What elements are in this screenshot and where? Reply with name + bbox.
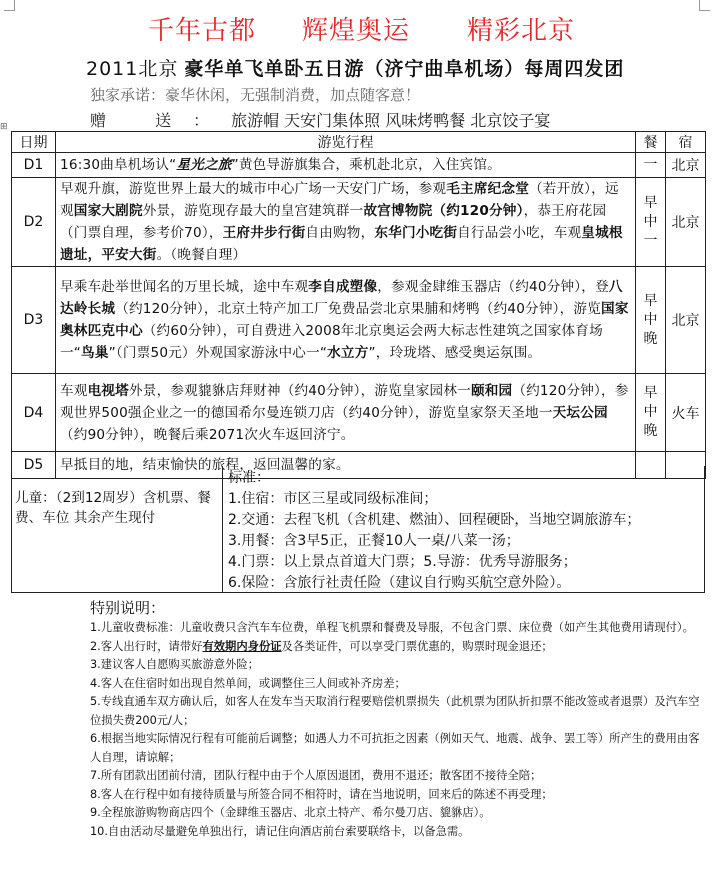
note-item bbox=[90, 823, 702, 842]
slogan-1: 千年古都 bbox=[148, 16, 257, 46]
tour-title-main: 豪华单飞单卧五日游（济宁曲阜机场）每周四发团 bbox=[184, 58, 625, 80]
route-highlight: 皇城根遗址，平安大街 bbox=[60, 225, 623, 263]
note-text: 6.根据当地实际情况行程有可能前后调整；如遇人力不可抗拒之因素（例如天气、地震、战争、罢工等）所产生的费用由客人自理，请谅解； bbox=[90, 732, 700, 764]
note-text: 4.客人在住宿时如出现自然单间，或调整住三人间或补齐房差； bbox=[90, 676, 406, 690]
row-route bbox=[56, 153, 636, 178]
slogan-2: 辉煌奥运 bbox=[302, 16, 411, 46]
note-text: 9.全程旅游购物商店四个（金肆维玉器店、北京土特产、希尔曼刀店、貔貅店）。 bbox=[90, 806, 491, 819]
route-text: 早观升旗，游览世界上最大的城市中心广场一天安门广场，参观 bbox=[60, 181, 447, 197]
route-text: 自由购物， bbox=[305, 225, 375, 241]
route-text: 自行品尝小吃，车观 bbox=[457, 225, 582, 241]
table-anchor-icon: ⊞ bbox=[0, 122, 8, 132]
child-price-note: 儿童：（2到12周岁）含机票、餐费、车位 其余产生现付 bbox=[15, 490, 211, 526]
special-notes-list bbox=[90, 619, 702, 841]
header-route: 游览行程 bbox=[56, 132, 636, 153]
route-highlight: 国家奥林匹克中心 bbox=[60, 301, 629, 339]
row-route bbox=[56, 178, 636, 267]
note-item bbox=[90, 656, 702, 675]
standard-item: 6.保险：含旅行社责任险（建议自行购买航空意外险）。 bbox=[228, 575, 571, 591]
note-text: 1.儿童收费标准：儿童收费只含汽车车位费，单程飞机票和餐费及导服，不包含门票、床位费（如产生其他费用请现付）。 bbox=[90, 621, 694, 634]
special-notes-title: 特别说明： bbox=[90, 599, 166, 617]
itinerary-header-row bbox=[12, 132, 706, 153]
standard-item: 4.门票：以上景点首道大门票；5.导游：优秀导游服务； bbox=[228, 554, 577, 570]
route-text: ”黄色导游旗集合，乘机赴北京，入住宾馆。 bbox=[231, 157, 501, 173]
route-text: ，参观金肆维玉器店（约40分钟），登 bbox=[377, 279, 609, 295]
note-item bbox=[90, 767, 702, 786]
tour-title bbox=[86, 54, 624, 81]
route-text: 。（晚餐自理） bbox=[156, 247, 247, 263]
note-item bbox=[90, 730, 702, 767]
note-item bbox=[90, 675, 702, 694]
standard-item: 1.住宿：市区三星或同级标准间； bbox=[228, 491, 438, 507]
gift-label: 赠 送： bbox=[90, 111, 232, 130]
route-text: 车观 bbox=[60, 382, 88, 399]
itinerary-row bbox=[12, 153, 706, 178]
row-stay: 北京 bbox=[666, 267, 706, 374]
route-text: ”，玲珑塔、感受奥运氛围。 bbox=[368, 345, 542, 361]
note-item bbox=[90, 638, 702, 657]
header-meal: 餐 bbox=[636, 132, 666, 153]
itinerary-row bbox=[12, 178, 706, 267]
note-item bbox=[90, 804, 702, 823]
row-stay: 北京 bbox=[666, 153, 706, 178]
itinerary-row bbox=[12, 374, 706, 452]
exclusive-promise: 独家承诺：豪华休闲，无强制消费，加点随客意！ bbox=[90, 86, 421, 104]
tour-title-prefix: 2011北京 bbox=[86, 58, 179, 80]
route-text: （约120分钟），参观世界500强企业之一的德国希尔曼连锁刀店（约40分钟），游览皇家祭天圣地一 bbox=[60, 382, 629, 421]
note-text: 7.所有团款出团前付清，团队行程中由于个人原因退团，费用不退还；散客团不接待全陪； bbox=[90, 769, 542, 782]
row-day: D4 bbox=[12, 374, 56, 452]
note-item bbox=[90, 619, 702, 638]
row-route bbox=[56, 267, 636, 374]
route-text: 外景，游览现存最大的皇宫建筑群一 bbox=[142, 203, 364, 219]
route-text: 早抵目的地，结束愉快的旅程，返回温馨的家。 bbox=[60, 457, 350, 473]
itinerary-table bbox=[11, 131, 706, 479]
route-highlight: 东华门小吃街 bbox=[374, 225, 458, 241]
row-meal: 早 中 晚 bbox=[636, 374, 666, 452]
route-text: 外景，参观貔貅店拜财神（约40分钟），游览皇家园林一 bbox=[128, 382, 471, 399]
row-day: D3 bbox=[12, 267, 56, 374]
route-highlight: 故宫博物院（约120分钟） bbox=[363, 203, 524, 219]
itinerary-row bbox=[12, 267, 706, 374]
header-stay: 宿 bbox=[666, 132, 706, 153]
row-day: D5 bbox=[12, 452, 56, 479]
route-highlight: 颐和园 bbox=[470, 382, 513, 399]
note-text: 8.客人在行程中如有接待质量与所签合同不相符时，请在当地说明，回来后的陈述不再受理； bbox=[90, 787, 553, 801]
route-text: （约60分钟），可自费进入2008年北京奥运会两大标志性建筑之国家体育场一“ bbox=[60, 323, 603, 361]
route-text: 16:30曲阜机场认“ bbox=[60, 157, 177, 173]
standards-list bbox=[228, 468, 640, 594]
note-text: 及各类证件，可以享受门票优惠的，购票时现金退还； bbox=[281, 639, 553, 653]
route-highlight: 毛主席纪念堂 bbox=[446, 181, 529, 197]
note-item bbox=[90, 786, 702, 805]
route-highlight: 水立方 bbox=[327, 345, 369, 361]
row-day: D2 bbox=[12, 178, 56, 267]
note-item bbox=[90, 693, 702, 730]
slogan-3: 精彩北京 bbox=[467, 16, 576, 46]
note-text: 5.专线直通车双方确认后，如客人在发车当天取消行程要赔偿机票损失（此机票为团队折扣票不能改签或者退票）及汽车空位损失费200元/人； bbox=[90, 695, 700, 727]
row-meal: 早 中 一 bbox=[636, 178, 666, 267]
row-day: D1 bbox=[12, 153, 56, 178]
gift-line bbox=[90, 108, 550, 131]
header-day: 日期 bbox=[12, 132, 56, 153]
route-highlight: 鸟巢 bbox=[81, 345, 109, 361]
route-highlight: 王府井步行街 bbox=[222, 225, 306, 241]
note-text: 10.自由活动尽量避免单独出行，请记住向酒店前台索要联络卡，以备急需。 bbox=[90, 824, 470, 838]
route-highlight: 星光之旅 bbox=[176, 157, 232, 173]
route-text: ，恭王府花园（门票自理，参考价70）， bbox=[60, 203, 607, 241]
note-emphasis: 有效期内身份证 bbox=[202, 639, 282, 653]
route-text: （若开放），远观 bbox=[60, 181, 619, 219]
route-text: （约120分钟），北京土特产加工厂免费品尝北京果脯和烤鸭（约40分钟），游览 bbox=[115, 301, 602, 317]
standard-item: 3.用餐：含3早5正，正餐10人一桌/八菜一汤； bbox=[228, 533, 520, 549]
route-highlight: 李自成塑像 bbox=[308, 279, 378, 295]
row-stay: 北京 bbox=[666, 178, 706, 267]
note-text: 3.建议客人自愿购买旅游意外险； bbox=[90, 658, 259, 671]
row-stay: 火车 bbox=[666, 374, 706, 452]
row-meal: 一 bbox=[636, 153, 666, 178]
standards-title: 标准： bbox=[228, 470, 270, 486]
route-highlight: 天坛公园 bbox=[552, 404, 608, 421]
note-text: 2.客人出行时，请带好 bbox=[90, 639, 203, 653]
standard-item: 2.交通：去程飞机（含机建、燃油）、回程硬卧，当地空调旅游车； bbox=[228, 512, 641, 528]
route-text: （约90分钟），晚餐后乘2071次火车返回济宁。 bbox=[60, 426, 355, 443]
route-highlight: 国家大剧院 bbox=[73, 203, 143, 219]
row-meal: 早 中 晚 bbox=[636, 267, 666, 374]
gift-items: 旅游帽 天安门集体照 风味烤鸭餐 北京饺子宴 bbox=[231, 111, 551, 130]
row-route bbox=[56, 374, 636, 452]
route-text: ”（门票50元）外观国家游泳中心一“ bbox=[108, 345, 328, 361]
route-highlight: 八达岭长城 bbox=[60, 279, 623, 317]
route-text: 早乘车赴举世闻名的万里长城，途中车观 bbox=[60, 279, 309, 295]
route-highlight: 电视塔 bbox=[87, 382, 129, 399]
slogan-banner bbox=[0, 10, 714, 46]
